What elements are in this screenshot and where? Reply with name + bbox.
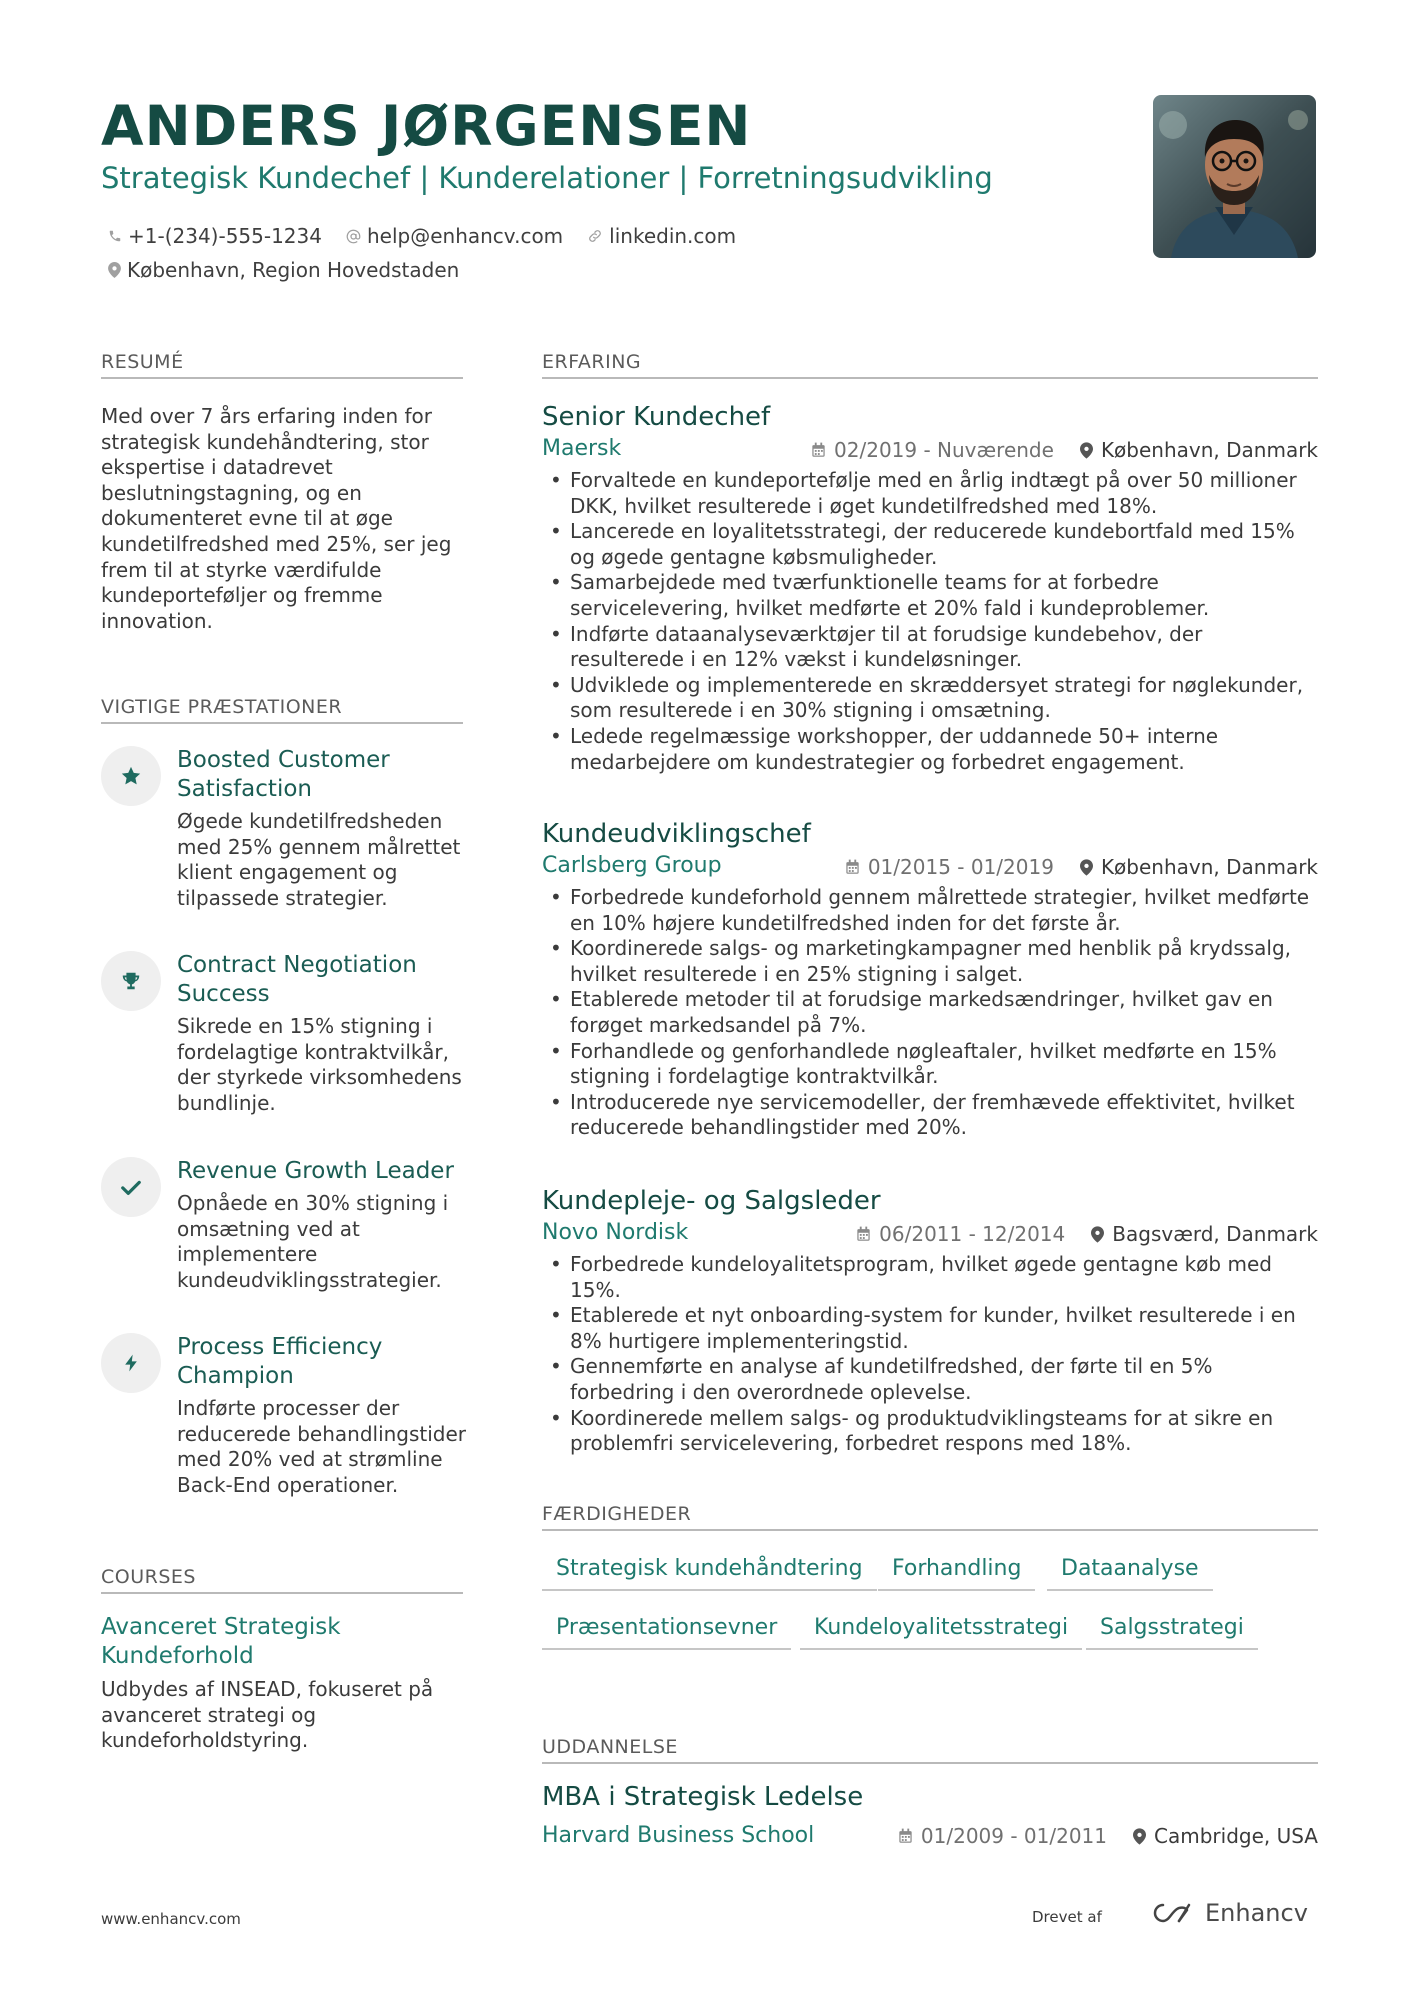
job-title: Kundeudviklingschef (542, 819, 811, 849)
footer-powered-by: Drevet af (1032, 1908, 1102, 1926)
phone-text: +1-(234)-555-1234 (128, 224, 322, 248)
trophy-icon (120, 970, 142, 992)
achievement-title: Boosted Customer Satisfaction (177, 747, 390, 802)
contact-phone[interactable] (108, 224, 322, 248)
footer-url[interactable]: www.enhancv.com (101, 1910, 241, 1928)
job-bullet: • Forhandlede og genforhandlede nøgleaftaler, hvilket medførte en 15% stigning i fordelagtige kontraktvilkår. (542, 1039, 1318, 1090)
calendar-icon (811, 442, 826, 458)
job-bullets (542, 1252, 1318, 1457)
skill-tag: Kundeloyalitetsstrategi (800, 1615, 1082, 1650)
section-title-experience: ERFARING (542, 351, 1318, 379)
job-bullet: • Koordinerede salgs- og marketingkampagner med henblik på krydssalg, hvilket resulterede i en 25% stigning i salget. (542, 936, 1318, 987)
contact-linkedin[interactable] (587, 224, 736, 248)
section-title-achievements: VIGTIGE PRÆSTATIONER (101, 696, 463, 724)
calendar-icon (845, 859, 860, 875)
achievement-desc: Sikrede en 15% stigning i fordelagtige kontraktvilkår, der styrkede virksomhedens bundlinje. (177, 1014, 462, 1115)
location-pin-icon (1080, 859, 1093, 876)
job-bullet: • Gennemførte en analyse af kundetilfredshed, der førte til en 5% forbedring i den overordnede oplevelse. (542, 1354, 1318, 1405)
summary-text: Med over 7 års erfaring inden for strategisk kundehåndtering, stor ekspertise i datadrevet beslutningstagning, og en dokumenteret evne til at øge kundetilfredshed med 25%, ser jeg frem til at styrke værdifulde kundeporteføljer og fremme innovation. (101, 404, 452, 633)
job-bullet: • Etablerede et nyt onboarding-system for kunder, hvilket resulterede i en 8% hurtigere implementeringstid. (542, 1303, 1318, 1354)
job-bullet: • Forbedrede kundeforhold gennem målrettede strategier, hvilket medførte en 10% højere kundetilfredshed inden for det første år. (542, 885, 1318, 936)
job-bullets (542, 885, 1318, 1141)
candidate-name: ANDERS JØRGENSEN (101, 94, 752, 158)
skill-tag: Forhandling (878, 1556, 1035, 1591)
skill-tag: Salgsstrategi (1086, 1615, 1258, 1650)
section-title-summary: RESUMÉ (101, 351, 463, 379)
job-dates: 06/2011 - 12/2014 (879, 1222, 1066, 1246)
enhancv-logo[interactable] (1151, 1899, 1308, 1927)
job-bullet: • Koordinerede mellem salgs- og produktudviklingsteams for at sikre en problemfri servicelevering, forbedret respons med 18%. (542, 1406, 1318, 1457)
location-pin-icon (1080, 442, 1093, 459)
skill-tag: Præsentationsevner (542, 1615, 791, 1650)
job-entry (542, 1184, 1318, 1457)
job-entry (542, 400, 1318, 775)
job-bullet: • Lancerede en loyalitetsstrategi, der reducerede kundebortfald med 15% og øgede gentagne købsmuligheder. (542, 519, 1318, 570)
achievement-desc: Øgede kundetilfredsheden med 25% gennem målrettet klient engagement og tilpassede strategier. (177, 809, 461, 910)
contact-location (108, 258, 459, 282)
education-meta (898, 1824, 1318, 1848)
location-pin-icon (1133, 1828, 1146, 1845)
achievement-title: Revenue Growth Leader (177, 1158, 454, 1184)
education-school: Harvard Business School (542, 1823, 815, 1848)
job-dates: 01/2015 - 01/2019 (867, 855, 1054, 879)
achievement-title: Contract Negotiation Success (177, 952, 417, 1007)
location-pin-icon (1091, 1226, 1104, 1243)
location-pin-icon (108, 262, 121, 278)
job-entry (542, 817, 1318, 1141)
bolt-icon (121, 1352, 141, 1374)
job-bullets (542, 468, 1318, 775)
course-desc: Udbydes af INSEAD, fokuseret på avanceret strategi og kundeforholdstyring. (101, 1677, 434, 1753)
education-dates: 01/2009 - 01/2011 (920, 1824, 1108, 1848)
job-location: København, Danmark (1100, 855, 1318, 879)
link-icon (587, 228, 603, 244)
email-text: help@enhancv.com (366, 224, 564, 248)
job-company: Carlsberg Group (542, 853, 722, 878)
job-title: Kundepleje- og Salgsleder (542, 1186, 881, 1216)
location-text: København, Region Hovedstaden (127, 258, 460, 282)
phone-icon (108, 229, 122, 243)
job-bullet: • Ledede regelmæssige workshopper, der uddannede 50+ interne medarbejdere om kundestrategier og forbedret engagement. (542, 724, 1318, 775)
job-bullet: • Udviklede og implementerede en skræddersyet strategi for nøglekunder, som resulterede i en 30% stigning i omsætning. (542, 673, 1318, 724)
check-icon (120, 1176, 142, 1198)
enhancv-logo-icon (1151, 1901, 1197, 1925)
job-bullet: • Indførte dataanalyseværktøjer til at forudsige kundebehov, der resulterede i en 12% vækst i kundeløsninger. (542, 622, 1318, 673)
job-bullet: • Etablerede metoder til at forudsige markedsændringer, hvilket gav en forøget markedsandel på 7%. (542, 987, 1318, 1038)
skill-tag: Dataanalyse (1047, 1556, 1213, 1591)
job-bullet: • Forvaltede en kundeportefølje med en årlig indtægt på over 50 millioner DKK, hvilket resulterede i øget kundetilfredshed med 18%. (542, 468, 1318, 519)
job-location: København, Danmark (1100, 438, 1318, 462)
at-icon (346, 229, 361, 244)
contact-email[interactable] (346, 224, 563, 248)
star-icon (120, 765, 142, 787)
achievement-desc: Opnåede en 30% stigning i omsætning ved at implementere kundeudviklingsstrategier. (177, 1191, 449, 1292)
job-dates: 02/2019 - Nuværende (834, 438, 1054, 462)
profile-photo (1153, 95, 1316, 258)
candidate-headline: Strategisk Kundechef | Kunderelationer | Forretningsudvikling (101, 161, 993, 195)
job-bullet: • Introducerede nye servicemodeller, der fremhævede effektivitet, hvilket reducerede behandlingstider med 20%. (542, 1090, 1318, 1141)
course-title: Avanceret Strategisk Kundeforhold (101, 1614, 341, 1669)
section-title-education: UDDANNELSE (542, 1736, 1318, 1764)
calendar-icon (898, 1828, 913, 1844)
section-title-courses: COURSES (101, 1566, 463, 1594)
section-title-skills: FÆRDIGHEDER (542, 1503, 1318, 1531)
job-company: Maersk (542, 436, 622, 461)
job-location: Bagsværd, Danmark (1112, 1222, 1318, 1246)
job-company: Novo Nordisk (542, 1220, 689, 1245)
achievement-desc: Indførte processer der reducerede behandlingstider med 20% ved at strømline Back-End operationer. (177, 1396, 467, 1497)
job-bullet: • Forbedrede kundeloyalitetsprogram, hvilket øgede gentagne køb med 15%. (542, 1252, 1318, 1303)
education-location: Cambridge, USA (1154, 1824, 1318, 1848)
job-title: Senior Kundechef (542, 402, 771, 432)
contact-info (108, 219, 760, 287)
achievement-title: Process Efficiency Champion (177, 1334, 383, 1389)
education-degree: MBA i Strategisk Ledelse (542, 1782, 864, 1812)
enhancv-logo-text: Enhancv (1205, 1899, 1308, 1927)
calendar-icon (856, 1226, 871, 1242)
skill-tag: Strategisk kundehåndtering (542, 1556, 877, 1591)
job-bullet: • Samarbejdede med tværfunktionelle teams for at forbedre servicelevering, hvilket medførte et 20% fald i kundeproblemer. (542, 570, 1318, 621)
linkedin-text: linkedin.com (609, 224, 737, 248)
